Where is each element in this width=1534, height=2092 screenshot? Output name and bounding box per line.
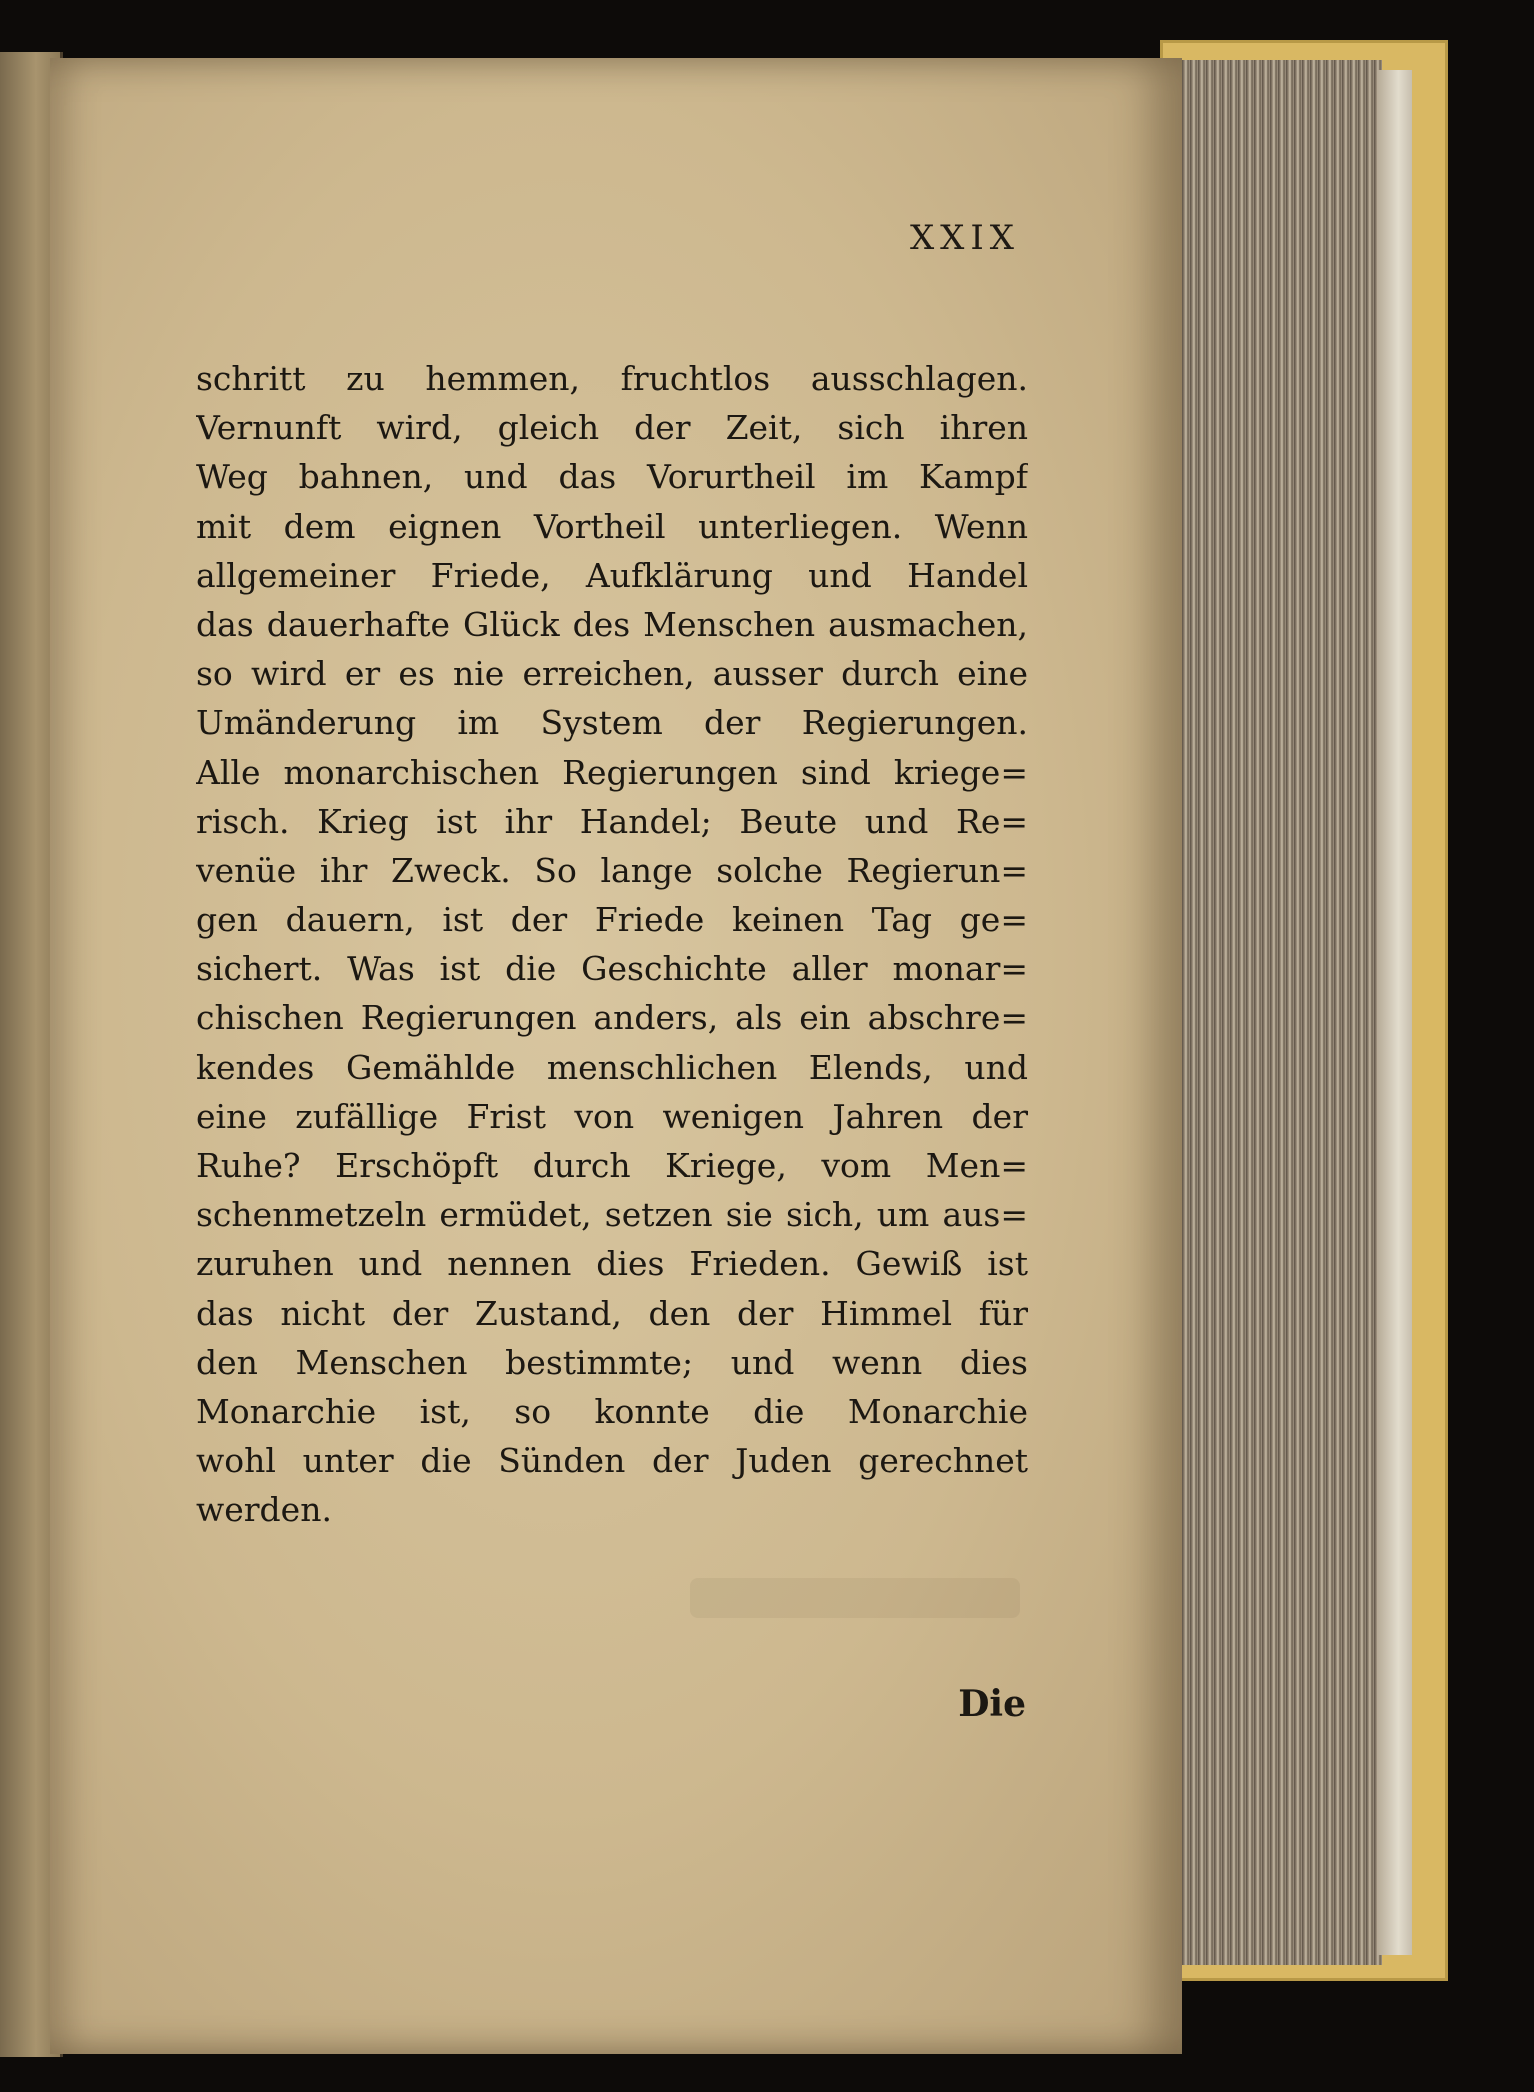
text-line: zuruhen und nennen dies Frieden. Gewiß ist bbox=[196, 1244, 1028, 1284]
text-line: Alle monarchischen Regierungen sind kriege= bbox=[196, 752, 1028, 792]
text-line: sichert. Was ist die Geschichte aller monar= bbox=[196, 949, 1028, 989]
page-block-edge bbox=[1378, 70, 1412, 1955]
page-block bbox=[1180, 60, 1382, 1965]
text-line: so wird er es nie erreichen, ausser durch eine bbox=[196, 654, 1028, 694]
text-line: Umänderung im System der Regierungen. bbox=[196, 703, 1028, 743]
text-line: gen dauern, ist der Friede keinen Tag ge= bbox=[196, 900, 1028, 940]
body-text bbox=[196, 354, 1028, 1535]
catchword: Die bbox=[958, 1683, 1026, 1725]
text-line: den Menschen bestimmte; und wenn dies bbox=[196, 1342, 1028, 1382]
text-line: schritt zu hemmen, fruchtlos ausschlagen. bbox=[196, 359, 1028, 398]
text-line: schenmetzeln ermüdet, setzen sie sich, um aus= bbox=[196, 1195, 1028, 1235]
book-page bbox=[50, 58, 1182, 2054]
page-number: XXIX bbox=[909, 218, 1020, 258]
text-line: allgemeiner Friede, Aufklärung und Handel bbox=[196, 555, 1028, 595]
text-line: risch. Krieg ist ihr Handel; Beute und Re= bbox=[196, 801, 1028, 841]
text-line: eine zufällige Frist von wenigen Jahren der bbox=[196, 1096, 1028, 1136]
text-line: mit dem eignen Vortheil unterliegen. Wenn bbox=[196, 506, 1028, 546]
text-line: das nicht der Zustand, den der Himmel für bbox=[196, 1293, 1028, 1333]
text-line: venüe ihr Zweck. So lange solche Regierun= bbox=[196, 850, 1028, 890]
text-line: kendes Gemählde menschlichen Elends, und bbox=[196, 1047, 1028, 1087]
text-line: wohl unter die Sünden der Juden gerechnet bbox=[196, 1441, 1028, 1481]
text-line: chischen Regierungen anders, als ein abschre= bbox=[196, 998, 1028, 1038]
show-through-text bbox=[690, 1578, 1020, 1618]
text-line: Vernunft wird, gleich der Zeit, sich ihren bbox=[196, 408, 1028, 448]
text-line: Monarchie ist, so konnte die Monarchie bbox=[196, 1391, 1028, 1431]
text-line: Weg bahnen, und das Vorurtheil im Kampf bbox=[196, 457, 1028, 497]
text-line: das dauerhafte Glück des Menschen ausmachen, bbox=[196, 604, 1028, 644]
text-line: Ruhe? Erschöpft durch Kriege, vom Men= bbox=[196, 1146, 1028, 1185]
text-line: werden. bbox=[196, 1490, 332, 1530]
